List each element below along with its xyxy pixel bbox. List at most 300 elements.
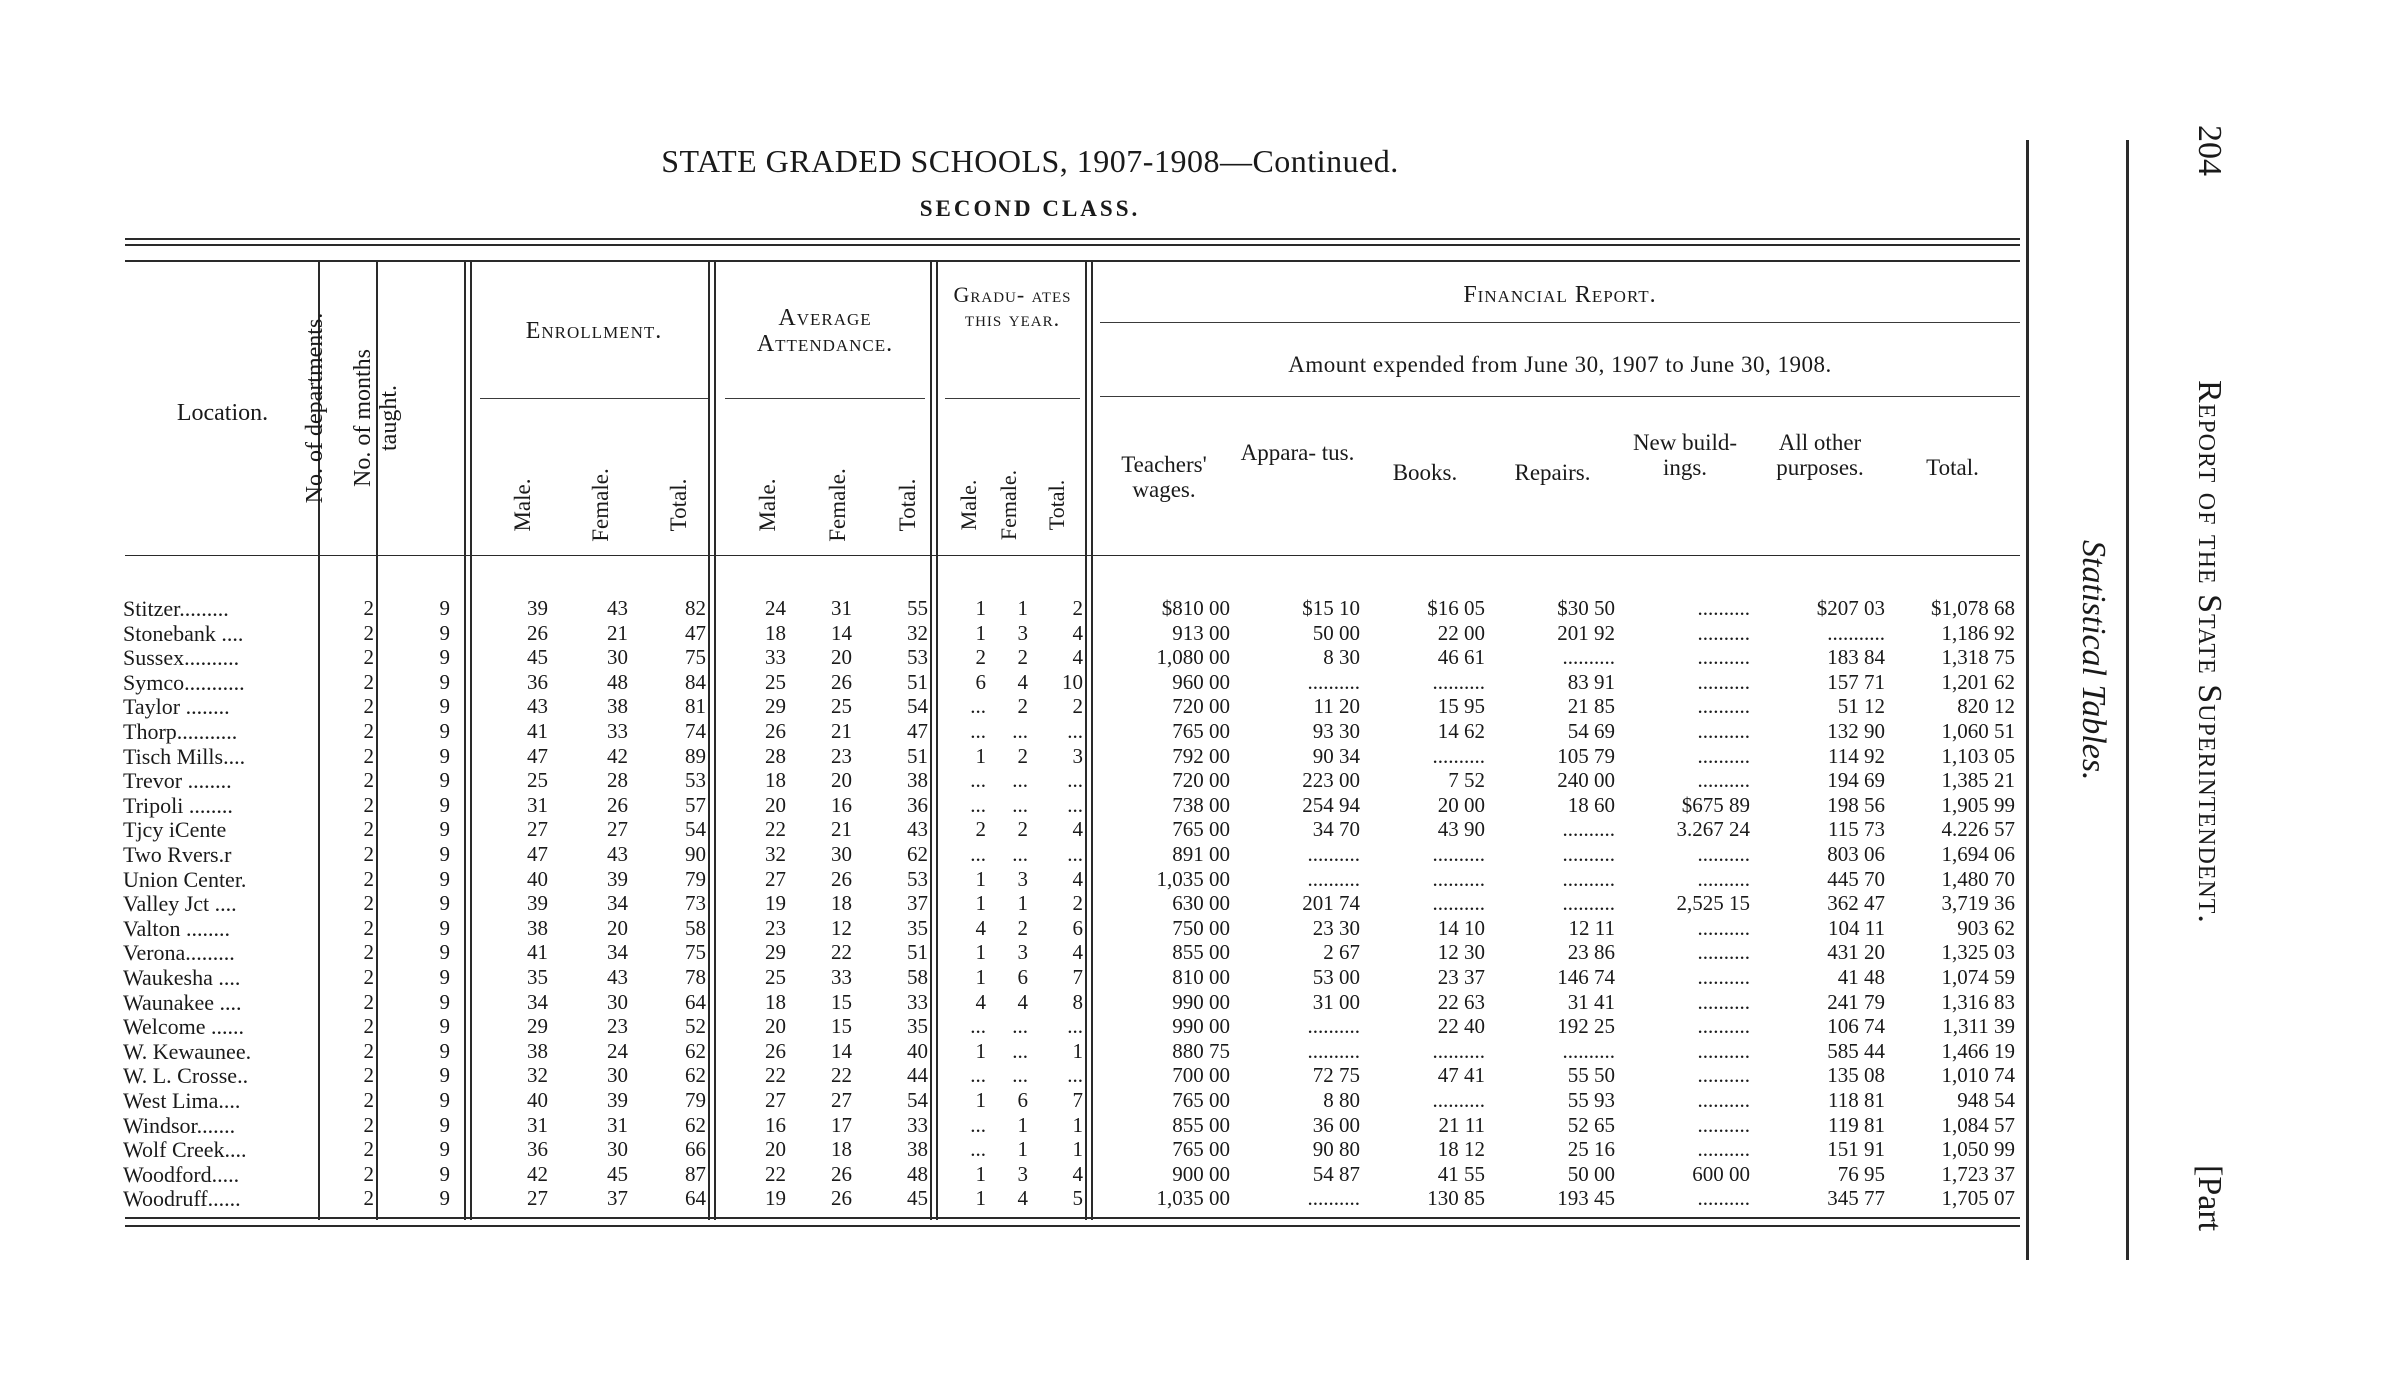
- departments-cell: 2: [363, 1137, 374, 1161]
- teachers-wages-cell: 855 00: [1172, 940, 1230, 964]
- header-graduates: Gradu- ates this year.: [953, 282, 1072, 332]
- all-other-cell: 119 81: [1828, 1113, 1885, 1137]
- apparatus-cell: 53 00: [1312, 965, 1360, 989]
- new-buildings-cell: ..........: [1697, 719, 1750, 743]
- apparatus-cell: 31 00: [1312, 990, 1360, 1014]
- departments-cell: 2: [363, 1113, 374, 1137]
- enroll-male-cell: 34: [527, 990, 548, 1014]
- location-cell: Wolf Creek....: [123, 1137, 247, 1162]
- grad-total-cell: ...: [1067, 793, 1083, 817]
- enroll-female-cell: 48: [607, 670, 628, 694]
- apparatus-cell: 8 80: [1323, 1088, 1360, 1112]
- departments-cell: 2: [363, 793, 374, 817]
- grad-female-cell: 2: [1017, 694, 1028, 718]
- grad-female-cell: ...: [1012, 842, 1028, 866]
- departments-cell: 2: [363, 990, 374, 1014]
- books-cell: ..........: [1432, 670, 1485, 694]
- attend-male-cell: 25: [765, 670, 786, 694]
- fin-total-cell: 1,084 57: [1941, 1113, 2015, 1137]
- enroll-total-cell: 89: [685, 744, 706, 768]
- grad-total-cell: 7: [1072, 965, 1083, 989]
- attend-male-cell: 29: [765, 694, 786, 718]
- teachers-wages-cell: 990 00: [1172, 1014, 1230, 1038]
- header-location: Location.: [176, 400, 269, 426]
- months-cell: 9: [439, 1186, 450, 1210]
- top-rule-2: [125, 244, 2020, 246]
- location-cell: West Lima....: [123, 1088, 241, 1113]
- departments-cell: 2: [363, 1186, 374, 1210]
- all-other-cell: 104 11: [1828, 916, 1885, 940]
- grad-total-cell: ...: [1067, 1014, 1083, 1038]
- enroll-male-cell: 38: [527, 916, 548, 940]
- location-cell: Sussex..........: [123, 645, 240, 670]
- grad-male-cell: 1: [975, 1088, 986, 1112]
- col-divider: [1085, 260, 1087, 1220]
- attend-female-cell: 21: [831, 817, 852, 841]
- enroll-male-cell: 27: [527, 1186, 548, 1210]
- repairs-cell: ..........: [1562, 842, 1615, 866]
- attend-total-cell: 35: [907, 1014, 928, 1038]
- grad-male-cell: 2: [975, 817, 986, 841]
- enroll-male-cell: 29: [527, 1014, 548, 1038]
- teachers-wages-cell: 720 00: [1172, 694, 1230, 718]
- months-cell: 9: [439, 1137, 450, 1161]
- teachers-wages-cell: 750 00: [1172, 916, 1230, 940]
- all-other-cell: 585 44: [1827, 1039, 1885, 1063]
- new-buildings-cell: ..........: [1697, 1063, 1750, 1087]
- departments-cell: 2: [363, 867, 374, 891]
- header-fin-total: Total.: [1926, 455, 1979, 480]
- attend-female-cell: 14: [831, 1039, 852, 1063]
- months-cell: 9: [439, 940, 450, 964]
- enroll-female-cell: 27: [607, 817, 628, 841]
- header-enroll-total: Total.: [666, 478, 691, 532]
- teachers-wages-cell: 1,035 00: [1156, 1186, 1230, 1210]
- graduates-rule: [945, 398, 1080, 399]
- header-enroll-female: Female.: [588, 468, 613, 542]
- grad-female-cell: 4: [1017, 1186, 1028, 1210]
- location-cell: Trevor ........: [123, 768, 232, 793]
- location-cell: Valley Jct ....: [123, 891, 237, 916]
- grad-total-cell: 4: [1072, 645, 1083, 669]
- fin-total-cell: 3,719 36: [1941, 891, 2015, 915]
- teachers-wages-cell: 765 00: [1172, 817, 1230, 841]
- grad-total-cell: ...: [1067, 1063, 1083, 1087]
- teachers-wages-cell: 1,035 00: [1156, 867, 1230, 891]
- enroll-female-cell: 45: [607, 1162, 628, 1186]
- months-cell: 9: [439, 768, 450, 792]
- teachers-wages-cell: $810 00: [1161, 596, 1230, 620]
- repairs-cell: ..........: [1562, 867, 1615, 891]
- repairs-cell: 201 92: [1557, 621, 1615, 645]
- all-other-cell: 115 73: [1828, 817, 1885, 841]
- repairs-cell: 50 00: [1567, 1162, 1615, 1186]
- header-months: No. of months taught.: [350, 349, 403, 487]
- enroll-total-cell: 78: [685, 965, 706, 989]
- grad-female-cell: ...: [1012, 719, 1028, 743]
- apparatus-cell: 54 87: [1312, 1162, 1360, 1186]
- attend-male-cell: 20: [765, 793, 786, 817]
- repairs-cell: 18 60: [1567, 793, 1615, 817]
- grad-female-cell: 3: [1017, 867, 1028, 891]
- fin-total-cell: 1,201 62: [1941, 670, 2015, 694]
- new-buildings-cell: ..........: [1697, 694, 1750, 718]
- books-cell: 15 95: [1437, 694, 1485, 718]
- attend-female-cell: 22: [831, 940, 852, 964]
- enroll-total-cell: 90: [685, 842, 706, 866]
- grad-male-cell: 1: [975, 940, 986, 964]
- books-cell: 41 55: [1437, 1162, 1485, 1186]
- location-cell: Two Rvers.r: [123, 842, 232, 867]
- enroll-total-cell: 82: [685, 596, 706, 620]
- all-other-cell: 157 71: [1827, 670, 1885, 694]
- repairs-cell: 25 16: [1567, 1137, 1615, 1161]
- months-cell: 9: [439, 842, 450, 866]
- new-buildings-cell: ..........: [1697, 867, 1750, 891]
- new-buildings-cell: ..........: [1697, 1113, 1750, 1137]
- months-cell: 9: [439, 719, 450, 743]
- enroll-male-cell: 41: [527, 719, 548, 743]
- apparatus-cell: 254 94: [1302, 793, 1360, 817]
- repairs-cell: 54 69: [1567, 719, 1615, 743]
- new-buildings-cell: ..........: [1697, 916, 1750, 940]
- page-edge-line-2: [2126, 140, 2129, 1260]
- new-buildings-cell: 600 00: [1692, 1162, 1750, 1186]
- departments-cell: 2: [363, 842, 374, 866]
- all-other-cell: 41 48: [1837, 965, 1885, 989]
- apparatus-cell: 201 74: [1302, 891, 1360, 915]
- bottom-rule: [125, 1217, 2020, 1219]
- departments-cell: 2: [363, 1039, 374, 1063]
- apparatus-cell: 93 30: [1312, 719, 1360, 743]
- enroll-female-cell: 30: [607, 645, 628, 669]
- header-top-rule: [125, 260, 2020, 262]
- teachers-wages-cell: 900 00: [1172, 1162, 1230, 1186]
- fin-total-cell: 1,318 75: [1941, 645, 2015, 669]
- books-cell: 12 30: [1437, 940, 1485, 964]
- enroll-female-cell: 39: [607, 1088, 628, 1112]
- new-buildings-cell: ..........: [1697, 940, 1750, 964]
- departments-cell: 2: [363, 719, 374, 743]
- enroll-total-cell: 53: [685, 768, 706, 792]
- grad-male-cell: 1: [975, 1039, 986, 1063]
- enroll-male-cell: 36: [527, 670, 548, 694]
- grad-female-cell: 3: [1017, 940, 1028, 964]
- books-cell: 18 12: [1437, 1137, 1485, 1161]
- grad-female-cell: ...: [1012, 1063, 1028, 1087]
- location-cell: W. Kewaunee.: [123, 1039, 252, 1064]
- enroll-female-cell: 30: [607, 1137, 628, 1161]
- enroll-female-cell: 20: [607, 916, 628, 940]
- repairs-cell: ..........: [1562, 891, 1615, 915]
- apparatus-cell: ..........: [1307, 842, 1360, 866]
- all-other-cell: 362 47: [1827, 891, 1885, 915]
- attend-male-cell: 27: [765, 1088, 786, 1112]
- attend-total-cell: 58: [907, 965, 928, 989]
- header-financial-report: Financial Report.: [1463, 282, 1657, 308]
- new-buildings-cell: ..........: [1697, 768, 1750, 792]
- books-cell: $16 05: [1427, 596, 1485, 620]
- grad-male-cell: 1: [975, 596, 986, 620]
- col-divider: [714, 260, 716, 1220]
- departments-cell: 2: [363, 596, 374, 620]
- teachers-wages-cell: 765 00: [1172, 719, 1230, 743]
- fin-total-cell: 1,103 05: [1941, 744, 2015, 768]
- grad-male-cell: 4: [975, 990, 986, 1014]
- attend-female-cell: 18: [831, 1137, 852, 1161]
- apparatus-cell: 50 00: [1312, 621, 1360, 645]
- location-cell: Woodford.....: [123, 1162, 240, 1187]
- all-other-cell: 76 95: [1837, 1162, 1885, 1186]
- attend-male-cell: 25: [765, 965, 786, 989]
- col-divider: [470, 260, 472, 1220]
- books-cell: 22 63: [1437, 990, 1485, 1014]
- grad-female-cell: 6: [1017, 1088, 1028, 1112]
- attend-male-cell: 19: [765, 1186, 786, 1210]
- repairs-cell: 105 79: [1557, 744, 1615, 768]
- grad-female-cell: 3: [1017, 1162, 1028, 1186]
- fin-total-cell: $1,078 68: [1931, 596, 2015, 620]
- enroll-male-cell: 40: [527, 867, 548, 891]
- departments-cell: 2: [363, 817, 374, 841]
- attend-male-cell: 20: [765, 1137, 786, 1161]
- fin-total-cell: 4.226 57: [1941, 817, 2015, 841]
- all-other-cell: 114 92: [1828, 744, 1885, 768]
- grad-total-cell: 4: [1072, 867, 1083, 891]
- books-cell: 20 00: [1437, 793, 1485, 817]
- header-attend-total: Total.: [895, 478, 920, 532]
- grad-male-cell: 1: [975, 744, 986, 768]
- attend-male-cell: 32: [765, 842, 786, 866]
- attend-total-cell: 37: [907, 891, 928, 915]
- grad-total-cell: 6: [1072, 916, 1083, 940]
- enroll-total-cell: 64: [685, 1186, 706, 1210]
- attend-total-cell: 53: [907, 645, 928, 669]
- all-other-cell: ...........: [1827, 621, 1885, 645]
- teachers-wages-cell: 700 00: [1172, 1063, 1230, 1087]
- teachers-wages-cell: 810 00: [1172, 965, 1230, 989]
- attend-female-cell: 30: [831, 842, 852, 866]
- departments-cell: 2: [363, 670, 374, 694]
- header-enrollment: Enrollment.: [525, 318, 663, 344]
- financial-rule: [1100, 322, 2020, 323]
- books-cell: 23 37: [1437, 965, 1485, 989]
- departments-cell: 2: [363, 645, 374, 669]
- books-cell: ..........: [1432, 1088, 1485, 1112]
- enroll-male-cell: 47: [527, 744, 548, 768]
- enroll-female-cell: 24: [607, 1039, 628, 1063]
- grad-female-cell: 3: [1017, 621, 1028, 645]
- attend-female-cell: 26: [831, 670, 852, 694]
- grad-total-cell: 1: [1072, 1137, 1083, 1161]
- bottom-rule-2: [125, 1225, 2020, 1227]
- repairs-cell: ..........: [1562, 1039, 1615, 1063]
- header-books: Books.: [1392, 460, 1458, 485]
- new-buildings-cell: ..........: [1697, 596, 1750, 620]
- months-cell: 9: [439, 867, 450, 891]
- attend-female-cell: 26: [831, 867, 852, 891]
- books-cell: 14 62: [1437, 719, 1485, 743]
- grad-female-cell: 1: [1017, 1113, 1028, 1137]
- attend-female-cell: 15: [831, 1014, 852, 1038]
- enroll-male-cell: 25: [527, 768, 548, 792]
- header-enroll-male: Male.: [510, 478, 535, 532]
- months-cell: 9: [439, 793, 450, 817]
- books-cell: ..........: [1432, 842, 1485, 866]
- grad-total-cell: ...: [1067, 842, 1083, 866]
- attend-female-cell: 21: [831, 719, 852, 743]
- months-cell: 9: [439, 1063, 450, 1087]
- attend-male-cell: 26: [765, 1039, 786, 1063]
- departments-cell: 2: [363, 621, 374, 645]
- enroll-female-cell: 37: [607, 1186, 628, 1210]
- apparatus-cell: 223 00: [1302, 768, 1360, 792]
- page-edge-line: [2026, 140, 2029, 1260]
- attend-total-cell: 47: [907, 719, 928, 743]
- all-other-cell: 198 56: [1827, 793, 1885, 817]
- enroll-female-cell: 38: [607, 694, 628, 718]
- grad-female-cell: 2: [1017, 916, 1028, 940]
- header-all-other: All other purposes.: [1776, 430, 1864, 481]
- enroll-male-cell: 31: [527, 793, 548, 817]
- all-other-cell: 803 06: [1827, 842, 1885, 866]
- grad-male-cell: ...: [970, 793, 986, 817]
- fin-total-cell: 1,480 70: [1941, 867, 2015, 891]
- apparatus-cell: 34 70: [1312, 817, 1360, 841]
- grad-male-cell: ...: [970, 1137, 986, 1161]
- grad-total-cell: 2: [1072, 891, 1083, 915]
- books-cell: 14 10: [1437, 916, 1485, 940]
- apparatus-cell: ..........: [1307, 867, 1360, 891]
- enroll-total-cell: 62: [685, 1063, 706, 1087]
- attend-male-cell: 27: [765, 867, 786, 891]
- location-cell: Symco...........: [123, 670, 245, 695]
- attend-total-cell: 35: [907, 916, 928, 940]
- attend-total-cell: 36: [907, 793, 928, 817]
- attend-male-cell: 18: [765, 990, 786, 1014]
- enroll-total-cell: 79: [685, 1088, 706, 1112]
- grad-female-cell: ...: [1012, 1039, 1028, 1063]
- repairs-cell: 31 41: [1567, 990, 1615, 1014]
- apparatus-cell: ..........: [1307, 1039, 1360, 1063]
- fin-total-cell: 1,723 37: [1941, 1162, 2015, 1186]
- header-apparatus: Appara- tus.: [1240, 440, 1355, 465]
- attend-male-cell: 23: [765, 916, 786, 940]
- grad-female-cell: ...: [1012, 1014, 1028, 1038]
- grad-male-cell: 1: [975, 1162, 986, 1186]
- grad-female-cell: 2: [1017, 817, 1028, 841]
- enroll-total-cell: 57: [685, 793, 706, 817]
- attend-male-cell: 29: [765, 940, 786, 964]
- fin-total-cell: 1,060 51: [1941, 719, 2015, 743]
- attend-total-cell: 55: [907, 596, 928, 620]
- enroll-male-cell: 43: [527, 694, 548, 718]
- grad-total-cell: 4: [1072, 940, 1083, 964]
- months-cell: 9: [439, 1039, 450, 1063]
- grad-male-cell: 2: [975, 645, 986, 669]
- running-head: Report of the State Superintendent.: [2191, 380, 2228, 924]
- grad-male-cell: ...: [970, 1113, 986, 1137]
- apparatus-cell: 23 30: [1312, 916, 1360, 940]
- enroll-female-cell: 34: [607, 891, 628, 915]
- enroll-female-cell: 30: [607, 990, 628, 1014]
- attend-total-cell: 54: [907, 694, 928, 718]
- grad-total-cell: 3: [1072, 744, 1083, 768]
- months-cell: 9: [439, 1014, 450, 1038]
- months-cell: 9: [439, 817, 450, 841]
- enroll-female-cell: 43: [607, 842, 628, 866]
- apparatus-cell: 72 75: [1312, 1063, 1360, 1087]
- enroll-total-cell: 52: [685, 1014, 706, 1038]
- enroll-male-cell: 41: [527, 940, 548, 964]
- departments-cell: 2: [363, 1162, 374, 1186]
- apparatus-cell: 2 67: [1323, 940, 1360, 964]
- attend-female-cell: 15: [831, 990, 852, 1014]
- enroll-female-cell: 43: [607, 965, 628, 989]
- grad-total-cell: 5: [1072, 1186, 1083, 1210]
- repairs-cell: $30 50: [1557, 596, 1615, 620]
- location-cell: Stonebank ....: [123, 621, 244, 646]
- grad-male-cell: ...: [970, 768, 986, 792]
- all-other-cell: 135 08: [1827, 1063, 1885, 1087]
- months-cell: 9: [439, 694, 450, 718]
- grad-total-cell: 4: [1072, 817, 1083, 841]
- attend-female-cell: 17: [831, 1113, 852, 1137]
- months-cell: 9: [439, 621, 450, 645]
- months-cell: 9: [439, 1162, 450, 1186]
- location-cell: Union Center.: [123, 867, 247, 892]
- fin-total-cell: 1,050 99: [1941, 1137, 2015, 1161]
- enroll-male-cell: 35: [527, 965, 548, 989]
- teachers-wages-cell: 990 00: [1172, 990, 1230, 1014]
- all-other-cell: 241 79: [1827, 990, 1885, 1014]
- fin-total-cell: 820 12: [1957, 694, 2015, 718]
- new-buildings-cell: ..........: [1697, 645, 1750, 669]
- repairs-cell: 52 65: [1567, 1113, 1615, 1137]
- months-cell: 9: [439, 891, 450, 915]
- header-grad-male: Male.: [956, 479, 981, 531]
- grad-female-cell: 2: [1017, 744, 1028, 768]
- apparatus-cell: ..........: [1307, 670, 1360, 694]
- enroll-male-cell: 32: [527, 1063, 548, 1087]
- location-cell: Valton ........: [123, 916, 230, 941]
- grad-female-cell: ...: [1012, 768, 1028, 792]
- header-new-buildings: New build- ings.: [1632, 430, 1738, 481]
- months-cell: 9: [439, 1113, 450, 1137]
- months-cell: 9: [439, 596, 450, 620]
- repairs-cell: 193 45: [1557, 1186, 1615, 1210]
- books-cell: 22 00: [1437, 621, 1485, 645]
- grad-total-cell: ...: [1067, 768, 1083, 792]
- enroll-female-cell: 31: [607, 1113, 628, 1137]
- header-repairs: Repairs.: [1514, 460, 1591, 485]
- enroll-female-cell: 42: [607, 744, 628, 768]
- attend-total-cell: 38: [907, 1137, 928, 1161]
- enroll-male-cell: 45: [527, 645, 548, 669]
- attend-total-cell: 43: [907, 817, 928, 841]
- grad-total-cell: 4: [1072, 1162, 1083, 1186]
- grad-male-cell: 4: [975, 916, 986, 940]
- all-other-cell: 194 69: [1827, 768, 1885, 792]
- enroll-total-cell: 58: [685, 916, 706, 940]
- enroll-male-cell: 36: [527, 1137, 548, 1161]
- departments-cell: 2: [363, 1014, 374, 1038]
- enroll-male-cell: 47: [527, 842, 548, 866]
- grad-total-cell: 10: [1062, 670, 1083, 694]
- new-buildings-cell: ..........: [1697, 990, 1750, 1014]
- new-buildings-cell: ..........: [1697, 670, 1750, 694]
- books-cell: 7 52: [1448, 768, 1485, 792]
